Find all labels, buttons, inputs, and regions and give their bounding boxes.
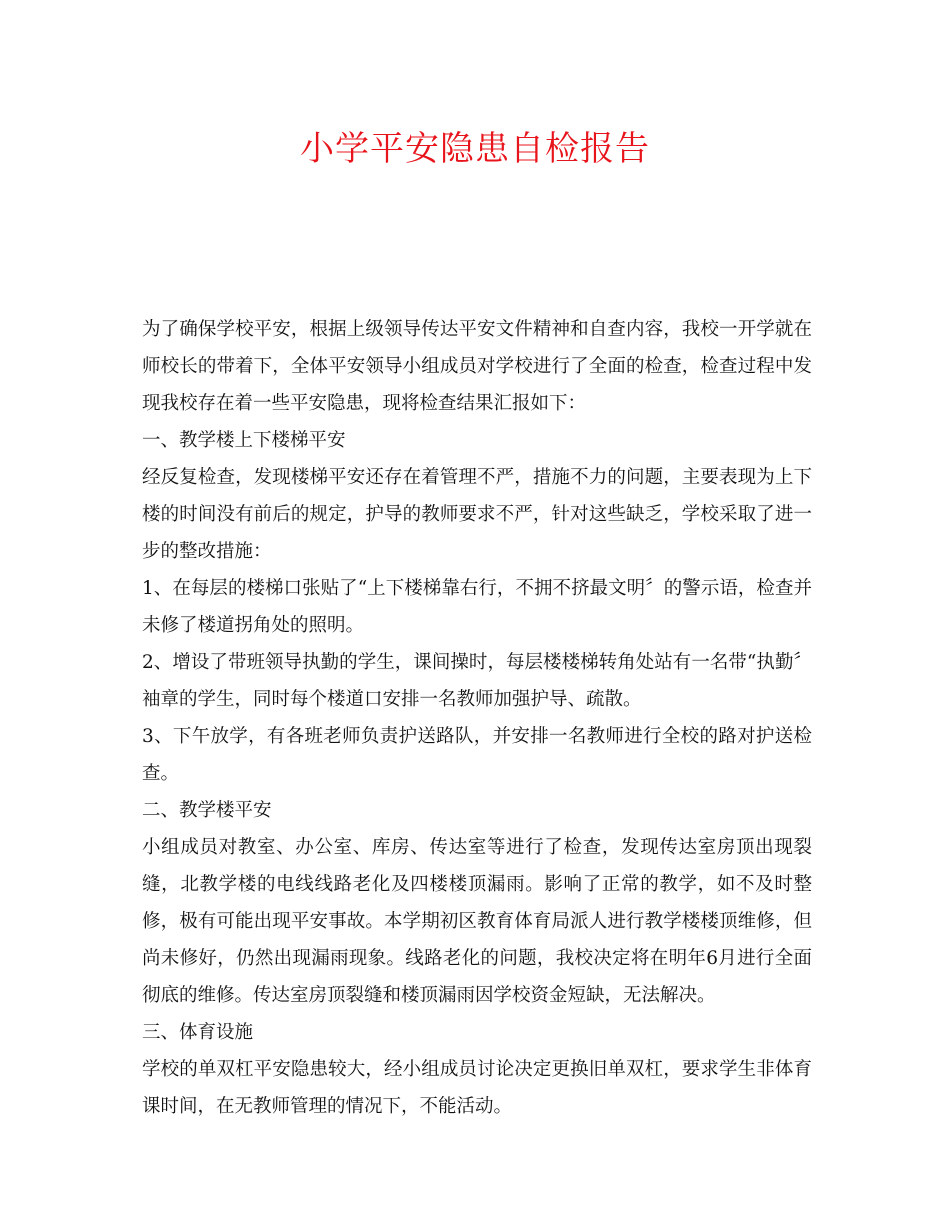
measure-item-2: 2、增设了带班领导执勤的学生，课间操时，每层楼楼梯转角处站有一名带“执勤〞袖章的学生，同时每个楼道口安排一名教师加强护导、疏散。 bbox=[142, 652, 812, 710]
intro-paragraph: 为了确保学校平安，根据上级领导传达平安文件精神和自查内容，我校一开学就在师校长的带着下，全体平安领导小组成员对学校进行了全面的检查，检查过程中发现我校存在着一些平安隐患，现将检查结果汇报如下： bbox=[142, 319, 812, 414]
document-title: 小学平安隐患自检报告 bbox=[300, 129, 650, 169]
section-heading-sports: 三、体育设施 bbox=[142, 1022, 254, 1043]
section-heading-building: 二、教学楼平安 bbox=[142, 800, 272, 821]
document-body bbox=[142, 311, 812, 1125]
sports-paragraph: 学校的单双杠平安隐患较大，经小组成员讨论决定更换旧单双杠，要求学生非体育课时间，在无教师管理的情况下，不能活动。 bbox=[142, 1059, 812, 1117]
stairs-paragraph: 经反复检查，发现楼梯平安还存在着管理不严，措施不力的问题，主要表现为上下楼的时间没有前后的规定，护导的教师要求不严，针对这些缺乏，学校采取了进一步的整改措施： bbox=[142, 467, 812, 562]
building-paragraph: 小组成员对教室、办公室、库房、传达室等进行了检查，发现传达室房顶出现裂缝，北教学楼的电线线路老化及四楼楼顶漏雨。影响了正常的教学，如不及时整修，极有可能出现平安事故。本学期初区教育体育局派人进行教学楼楼顶维修，但尚未修好，仍然出现漏雨现象。线路老化的问题，我校决定将在明年6月进行全面彻底的维修。传达室房顶裂缝和楼顶漏雨因学校资金短缺，无法解决。 bbox=[142, 837, 812, 1006]
section-heading-stairs: 一、教学楼上下楼梯平安 bbox=[142, 430, 346, 451]
measure-item-3: 3、下午放学，有各班老师负责护送路队，并安排一名教师进行全校的路对护送检查。 bbox=[142, 726, 812, 784]
measure-item-1: 1、在每层的楼梯口张贴了“上下楼梯靠右行，不拥不挤最文明〞的警示语，检查并未修了楼道拐角处的照明。 bbox=[142, 578, 812, 636]
